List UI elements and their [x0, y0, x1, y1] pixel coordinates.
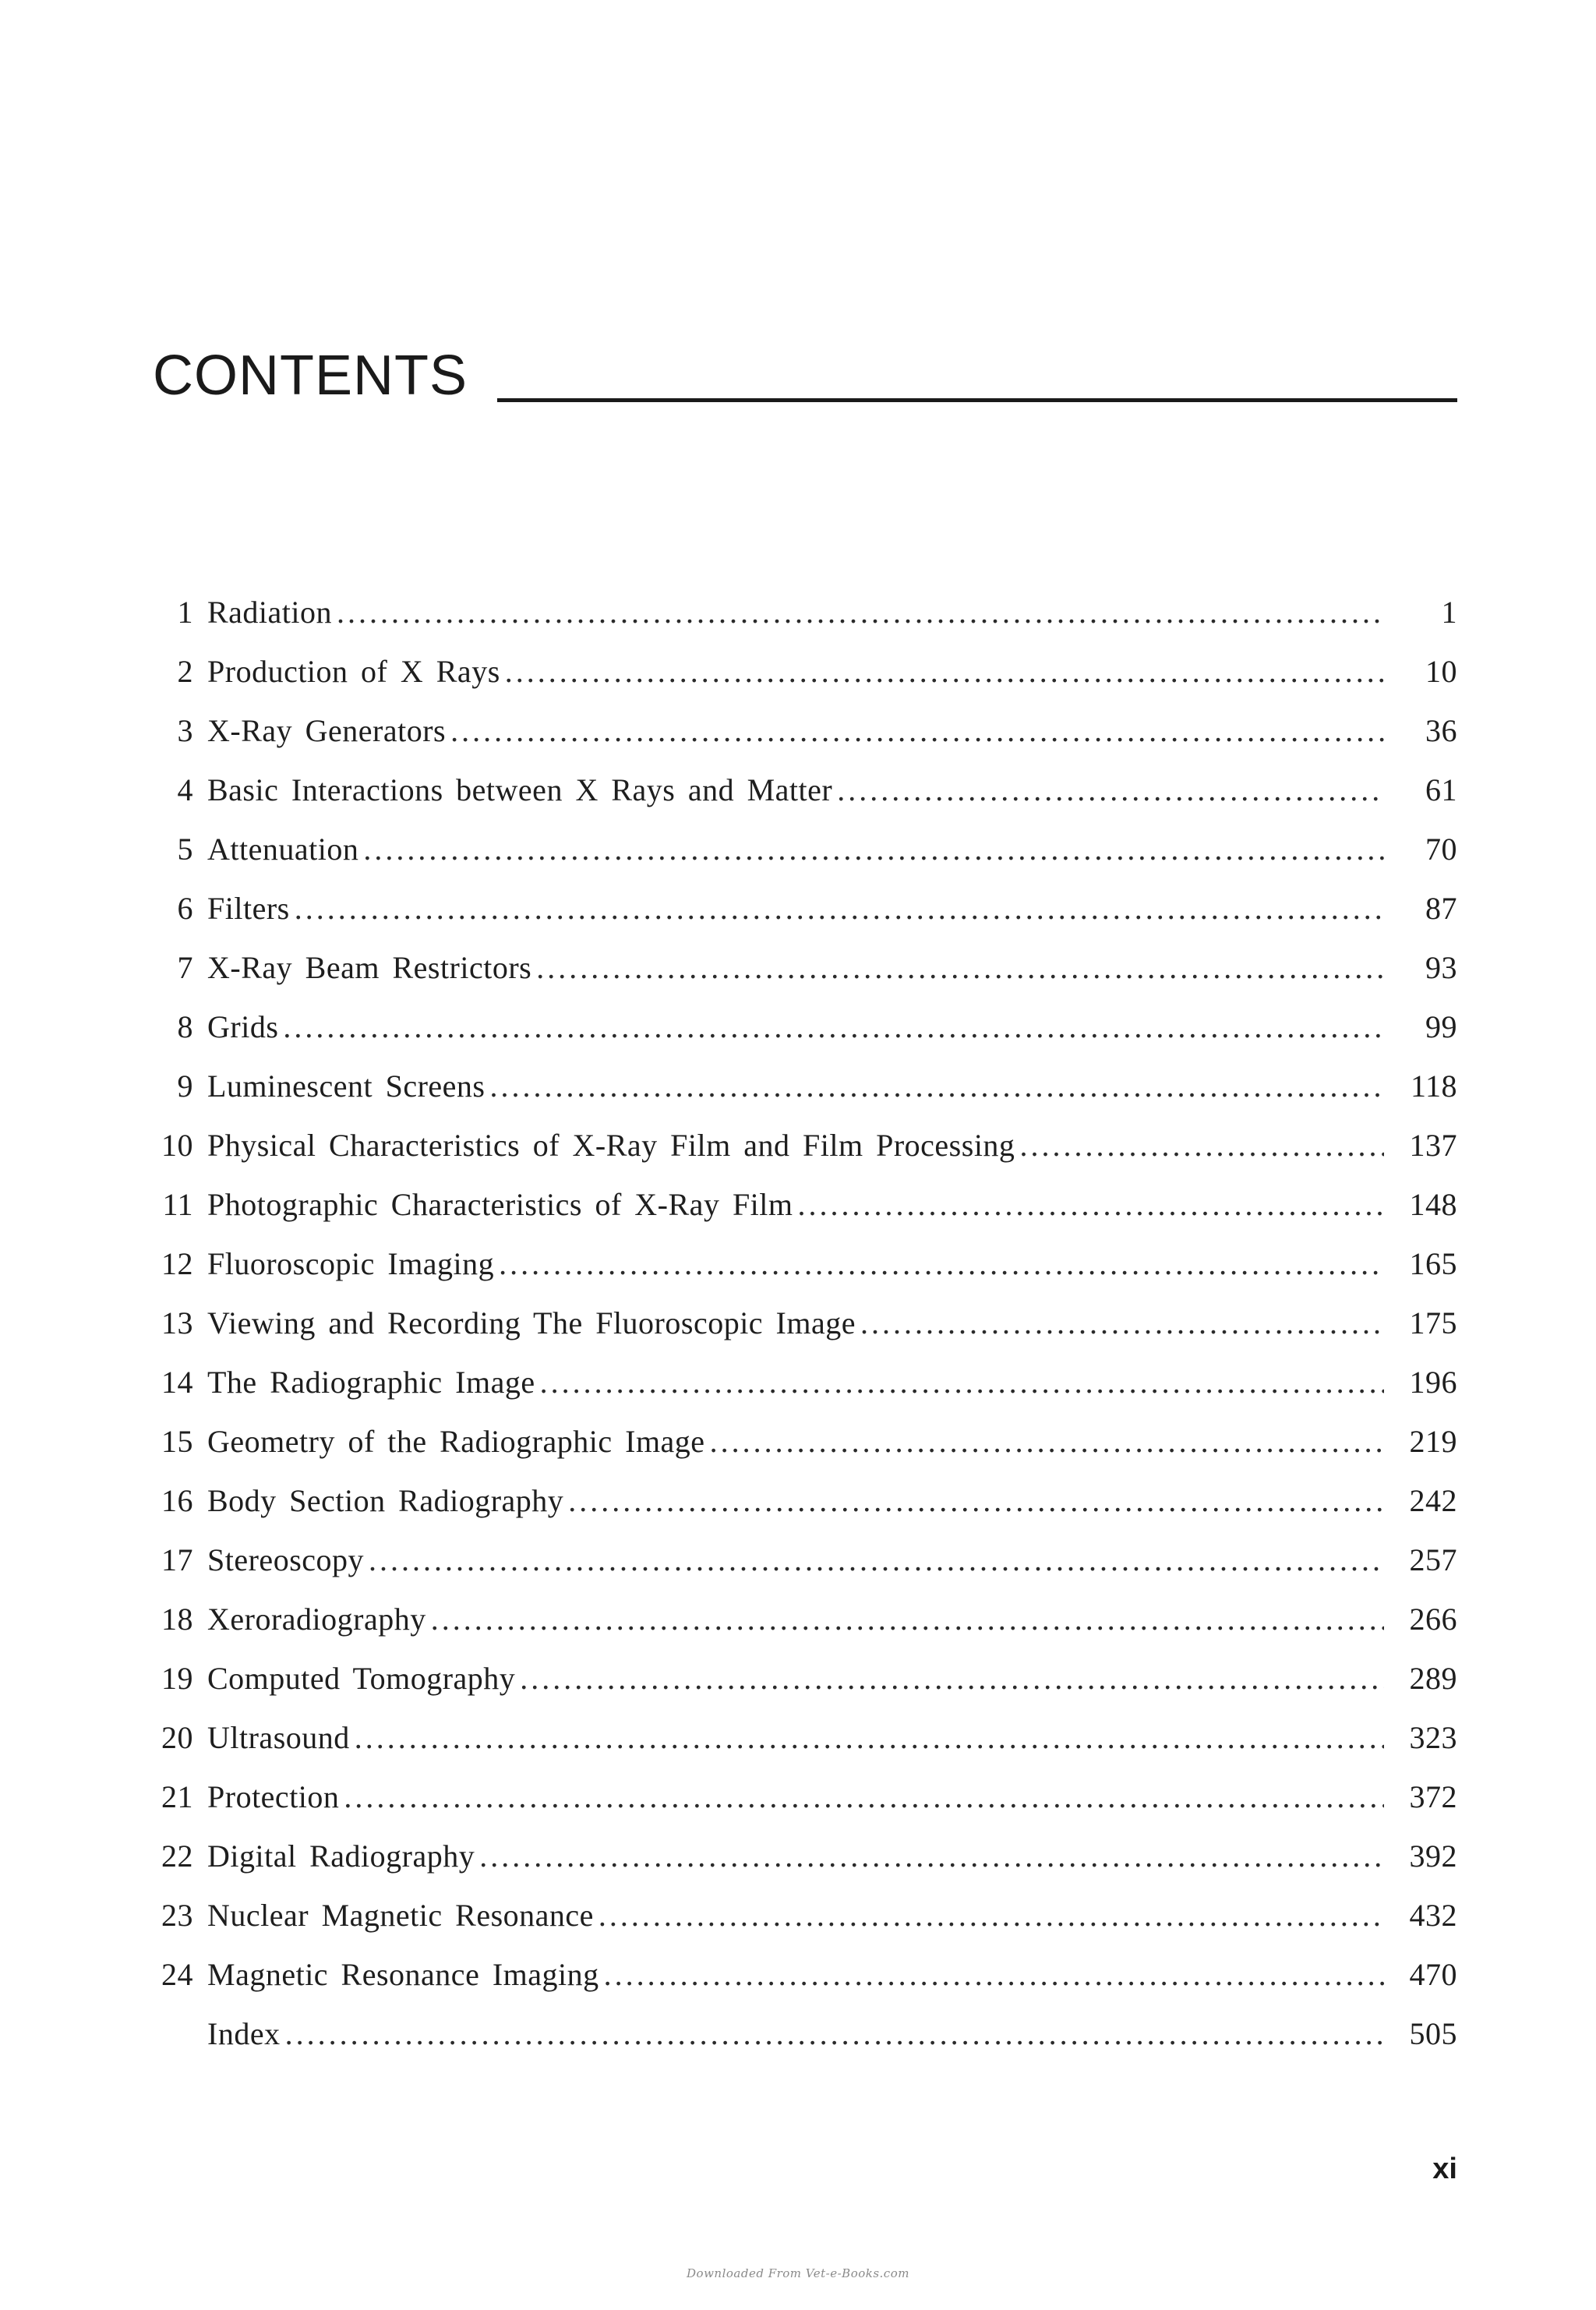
chapter-title: The Radiographic Image: [207, 1365, 535, 1400]
chapter-number: 13: [161, 1305, 193, 1340]
chapter-number: 8: [177, 1009, 193, 1044]
toc-entry: [153, 1353, 1457, 1412]
chapter-number: 19: [161, 1661, 193, 1696]
toc-entry: [153, 1649, 1457, 1708]
dot-leader: [568, 1471, 1384, 1531]
page-reference: 148: [1409, 1187, 1457, 1222]
toc-entry: [153, 938, 1457, 998]
toc-entry: [153, 998, 1457, 1057]
dot-leader: [505, 642, 1384, 701]
dot-leader: [598, 1886, 1384, 1945]
chapter-number: 21: [161, 1779, 193, 1814]
toc-entry: [153, 1294, 1457, 1353]
page-reference: 10: [1425, 654, 1457, 689]
chapter-title: Viewing and Recording The Fluoroscopic Image: [207, 1305, 856, 1340]
toc-entry: [153, 1886, 1457, 1945]
chapter-number: 18: [161, 1602, 193, 1637]
page-reference: 323: [1409, 1720, 1457, 1755]
toc-entry: [153, 1116, 1457, 1175]
chapter-number: 10: [161, 1128, 193, 1163]
dot-leader: [355, 1708, 1384, 1768]
chapter-number: 22: [161, 1838, 193, 1874]
chapter-number: 4: [177, 772, 193, 807]
page-reference: 266: [1409, 1602, 1457, 1637]
page-number: xi: [1432, 2153, 1457, 2185]
dot-leader: [837, 761, 1384, 820]
dot-leader: [369, 1531, 1384, 1590]
chapter-title: Index: [207, 2016, 281, 2051]
chapter-title: Ultrasound: [207, 1720, 350, 1755]
chapter-title: Magnetic Resonance Imaging: [207, 1957, 599, 1992]
page-reference: 219: [1409, 1424, 1457, 1459]
toc-entry: [153, 820, 1457, 879]
chapter-number: 16: [161, 1483, 193, 1518]
chapter-title: Production of X Rays: [207, 654, 500, 689]
toc-entry: [153, 1234, 1457, 1294]
page-reference: 242: [1409, 1483, 1457, 1518]
page-reference: 432: [1409, 1898, 1457, 1933]
toc-entry: [153, 1175, 1457, 1234]
dot-leader: [450, 701, 1384, 761]
chapter-title: Photographic Characteristics of X-Ray Film: [207, 1187, 793, 1222]
chapter-number: 2: [177, 654, 193, 689]
chapter-number: 24: [161, 1957, 193, 1992]
chapter-number: 3: [177, 713, 193, 748]
toc-entry: [153, 879, 1457, 938]
toc-entry: [153, 1945, 1457, 2004]
chapter-number: 1: [177, 595, 193, 630]
toc-entry: [153, 1708, 1457, 1768]
chapter-title: Fluoroscopic Imaging: [207, 1246, 495, 1281]
page-reference: 505: [1409, 2016, 1457, 2051]
chapter-title: Radiation: [207, 595, 333, 630]
chapter-title: Digital Radiography: [207, 1838, 475, 1874]
toc-entry: [153, 1471, 1457, 1531]
page-reference: 175: [1409, 1305, 1457, 1340]
dot-leader: [285, 2004, 1384, 2064]
chapter-title: X-Ray Generators: [207, 713, 447, 748]
contents-heading: [153, 326, 1457, 407]
chapter-number: 11: [162, 1187, 193, 1222]
chapter-title: Computed Tomography: [207, 1661, 516, 1696]
page-reference: 87: [1425, 891, 1457, 926]
page-reference: 36: [1425, 713, 1457, 748]
chapter-title: Luminescent Screens: [207, 1068, 486, 1104]
page-reference: 118: [1410, 1068, 1457, 1104]
page-reference: 93: [1425, 950, 1457, 985]
chapter-title: Stereoscopy: [207, 1542, 365, 1577]
chapter-number: 14: [161, 1365, 193, 1400]
toc-entry: [153, 2004, 1457, 2064]
dot-leader: [604, 1945, 1384, 2004]
page-reference: 392: [1409, 1838, 1457, 1874]
toc-entry: [153, 701, 1457, 761]
chapter-number: 5: [177, 832, 193, 867]
toc-entry: [153, 1827, 1457, 1886]
chapter-number: 6: [177, 891, 193, 926]
chapter-number: 7: [177, 950, 193, 985]
toc-entry: [153, 761, 1457, 820]
dot-leader: [283, 998, 1384, 1057]
page-reference: 470: [1409, 1957, 1457, 1992]
dot-leader: [536, 938, 1384, 998]
chapter-number: 23: [161, 1898, 193, 1933]
page-reference: 70: [1425, 832, 1457, 867]
dot-leader: [431, 1590, 1384, 1649]
toc-entry: [153, 1590, 1457, 1649]
dot-leader: [337, 583, 1384, 642]
chapter-title: Attenuation: [207, 832, 359, 867]
dot-leader: [363, 820, 1384, 879]
dot-leader: [490, 1057, 1385, 1116]
chapter-title: X-Ray Beam Restrictors: [207, 950, 532, 985]
chapter-title: Xeroradiography: [207, 1602, 426, 1637]
page-reference: 196: [1409, 1365, 1457, 1400]
toc-entry: [153, 1412, 1457, 1471]
chapter-title: Grids: [207, 1009, 279, 1044]
chapter-title: Protection: [207, 1779, 340, 1814]
toc-entry: [153, 583, 1457, 642]
chapter-number: 15: [161, 1424, 193, 1459]
dot-leader: [520, 1649, 1384, 1708]
chapter-title: Basic Interactions between X Rays and Matter: [207, 772, 833, 807]
dot-leader: [344, 1768, 1384, 1827]
toc-entry: [153, 642, 1457, 701]
toc-entry: [153, 1057, 1457, 1116]
dot-leader: [499, 1234, 1384, 1294]
page-reference: 99: [1425, 1009, 1457, 1044]
page-reference: 137: [1409, 1128, 1457, 1163]
chapter-title: Nuclear Magnetic Resonance: [207, 1898, 594, 1933]
dot-leader: [860, 1294, 1384, 1353]
dot-leader: [710, 1412, 1384, 1471]
page-title: CONTENTS: [153, 344, 468, 407]
heading-rule: [497, 398, 1457, 402]
chapter-title: Physical Characteristics of X-Ray Film and Film Processing: [207, 1128, 1015, 1163]
page-reference: 372: [1409, 1779, 1457, 1814]
toc-entry: [153, 1531, 1457, 1590]
chapter-title: Filters: [207, 891, 290, 926]
page-reference: 257: [1409, 1542, 1457, 1577]
page-reference: 61: [1425, 772, 1457, 807]
download-watermark: Downloaded From Vet-e-Books.com: [687, 2266, 909, 2280]
chapter-number: 9: [177, 1068, 193, 1104]
chapter-title: Body Section Radiography: [207, 1483, 564, 1518]
chapter-number: 17: [161, 1542, 193, 1577]
page-reference: 1: [1441, 595, 1457, 630]
dot-leader: [295, 879, 1384, 938]
table-of-contents: [153, 583, 1457, 2064]
toc-entry: [153, 1768, 1457, 1827]
dot-leader: [540, 1353, 1384, 1412]
dot-leader: [798, 1175, 1384, 1234]
chapter-number: 12: [161, 1246, 193, 1281]
dot-leader: [1019, 1116, 1384, 1175]
dot-leader: [479, 1827, 1384, 1886]
chapter-title: Geometry of the Radiographic Image: [207, 1424, 705, 1459]
chapter-number: 20: [161, 1720, 193, 1755]
page-reference: 289: [1409, 1661, 1457, 1696]
page-reference: 165: [1409, 1246, 1457, 1281]
